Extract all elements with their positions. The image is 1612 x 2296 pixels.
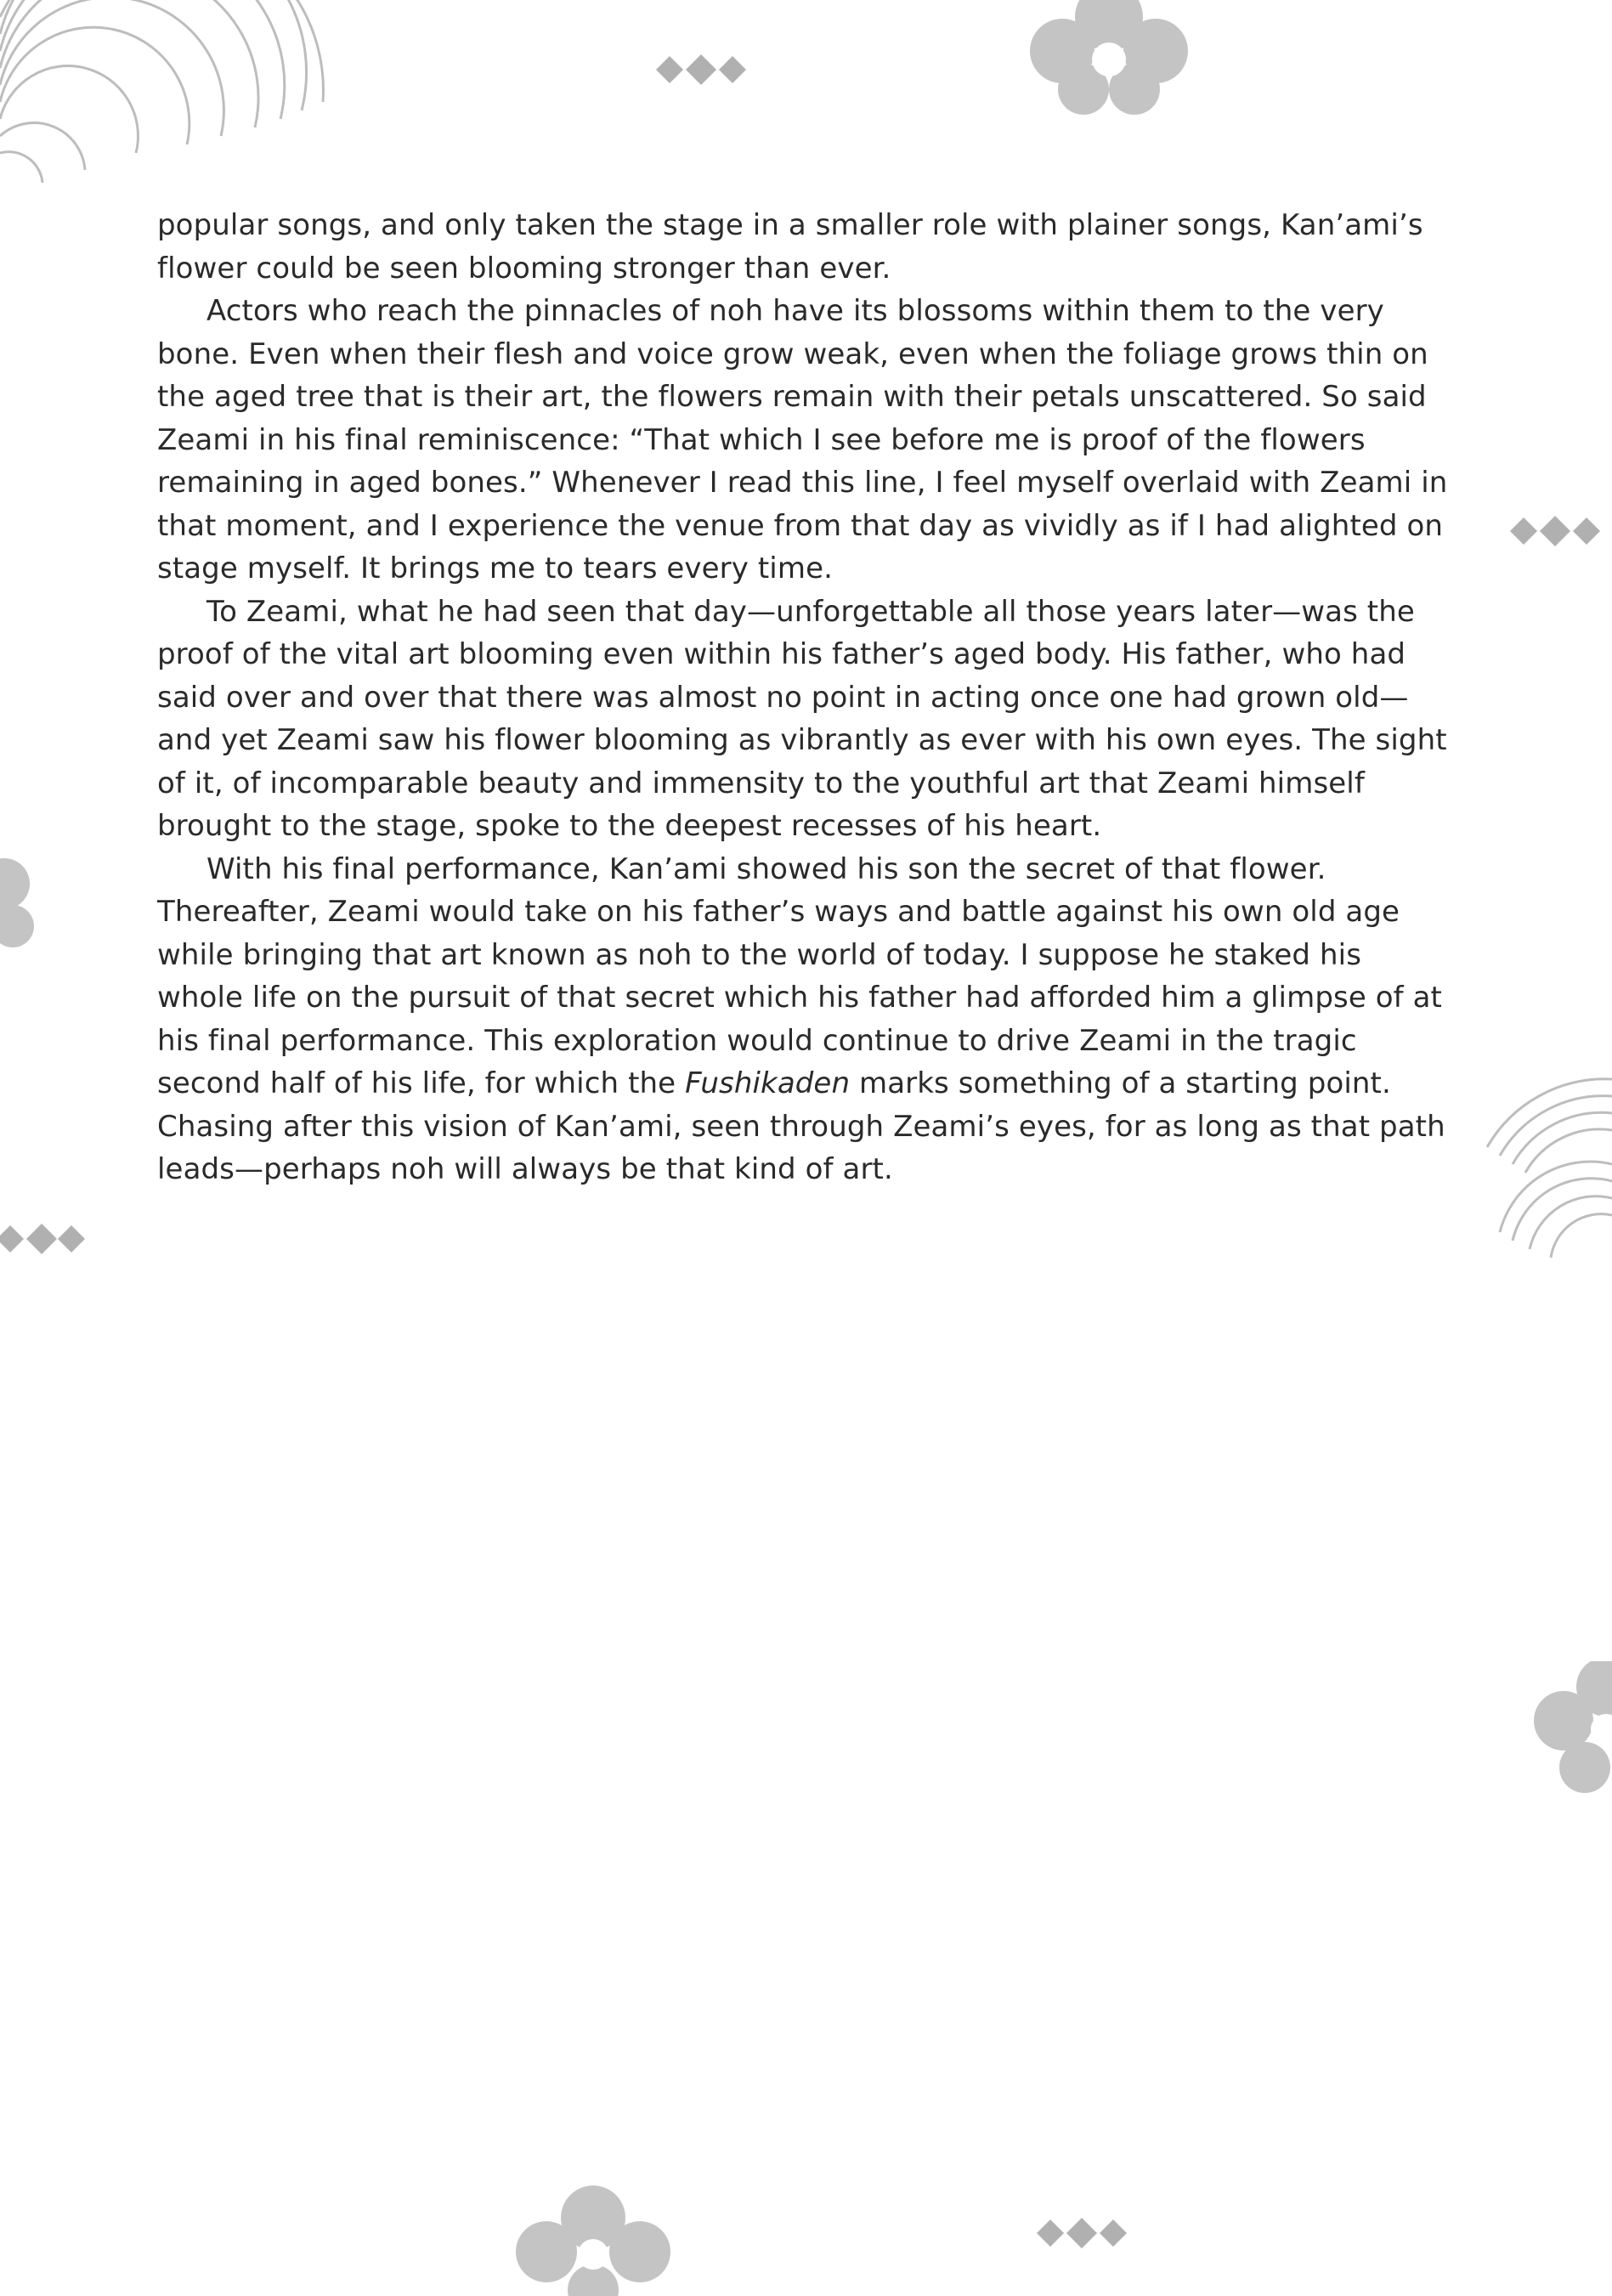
flower-crest-right-icon	[1525, 1661, 1612, 1797]
body-text	[157, 204, 1449, 1191]
book-title-fushikaden: Fushikaden	[685, 1066, 851, 1100]
diamond-row-bottom-icon	[1035, 2216, 1128, 2250]
wave-pattern-top-left-icon	[0, 0, 340, 204]
paragraph-2	[157, 290, 1449, 591]
paragraph-text: marks something of a starting point. Chasing after this vision of Kan’ami, seen through Zeami’s eyes, for as long as that path leads—perhaps noh will always be that kind of art.	[157, 1066, 1445, 1186]
paragraph-text: With his final performance, Kan’ami showed his son the secret of that flower. Thereafter, Zeami would take on his father’s ways and battle against his own old age while bringing that art known as noh to the world of today. I suppose he staked his whole life on the pursuit of that secret which his father had afforded him a glimpse of at his final performance. This exploration would continue to drive Zeami in the tragic second half of his life, for which the	[157, 851, 1442, 1100]
flower-crest-top-icon	[1024, 0, 1194, 115]
diamond-row-left-icon	[0, 1222, 85, 1256]
paragraph-text: To Zeami, what he had seen that day—unforgettable all those years later—was the proof of the vital art blooming even within his father’s aged body. His father, who had said over and over that there was almost no point in acting once one had grown old—and yet Zeami saw his flower blooming as vibrantly as ever with his own eyes. The sight of it, of incomparable beauty and immensity to the youthful art that Zeami himself brought to the stage, spoke to the deepest recesses of his heart.	[157, 594, 1447, 843]
flower-crest-left-icon	[0, 858, 42, 952]
diamond-row-right-icon	[1508, 514, 1602, 548]
paragraph-4	[157, 848, 1449, 1191]
paragraph-3	[157, 591, 1449, 848]
paragraph-1	[157, 204, 1449, 290]
paragraph-text: Actors who reach the pinnacles of noh have its blossoms within them to the very bone. Even when their flesh and voice grow weak, even when the foliage grows thin on the aged tree that is their art, the flowers remain with their petals unscattered. So said Zeami in his final reminiscence: “That which I see before me is proof of the flowers remaining in aged bones.” Whenever I read this line, I feel myself overlaid with Zeami in that moment, and I experience the venue from that day as vividly as if I had alighted on stage myself. It brings me to tears every time.	[157, 294, 1448, 585]
paragraph-text: popular songs, and only taken the stage in a smaller role with plainer songs, Kan’ami’s flower could be seen blooming stronger than ever.	[157, 208, 1423, 286]
wave-pattern-right-icon	[1483, 1071, 1612, 1266]
diamond-row-top-icon	[654, 53, 748, 87]
flower-crest-bottom-icon	[508, 2180, 678, 2296]
